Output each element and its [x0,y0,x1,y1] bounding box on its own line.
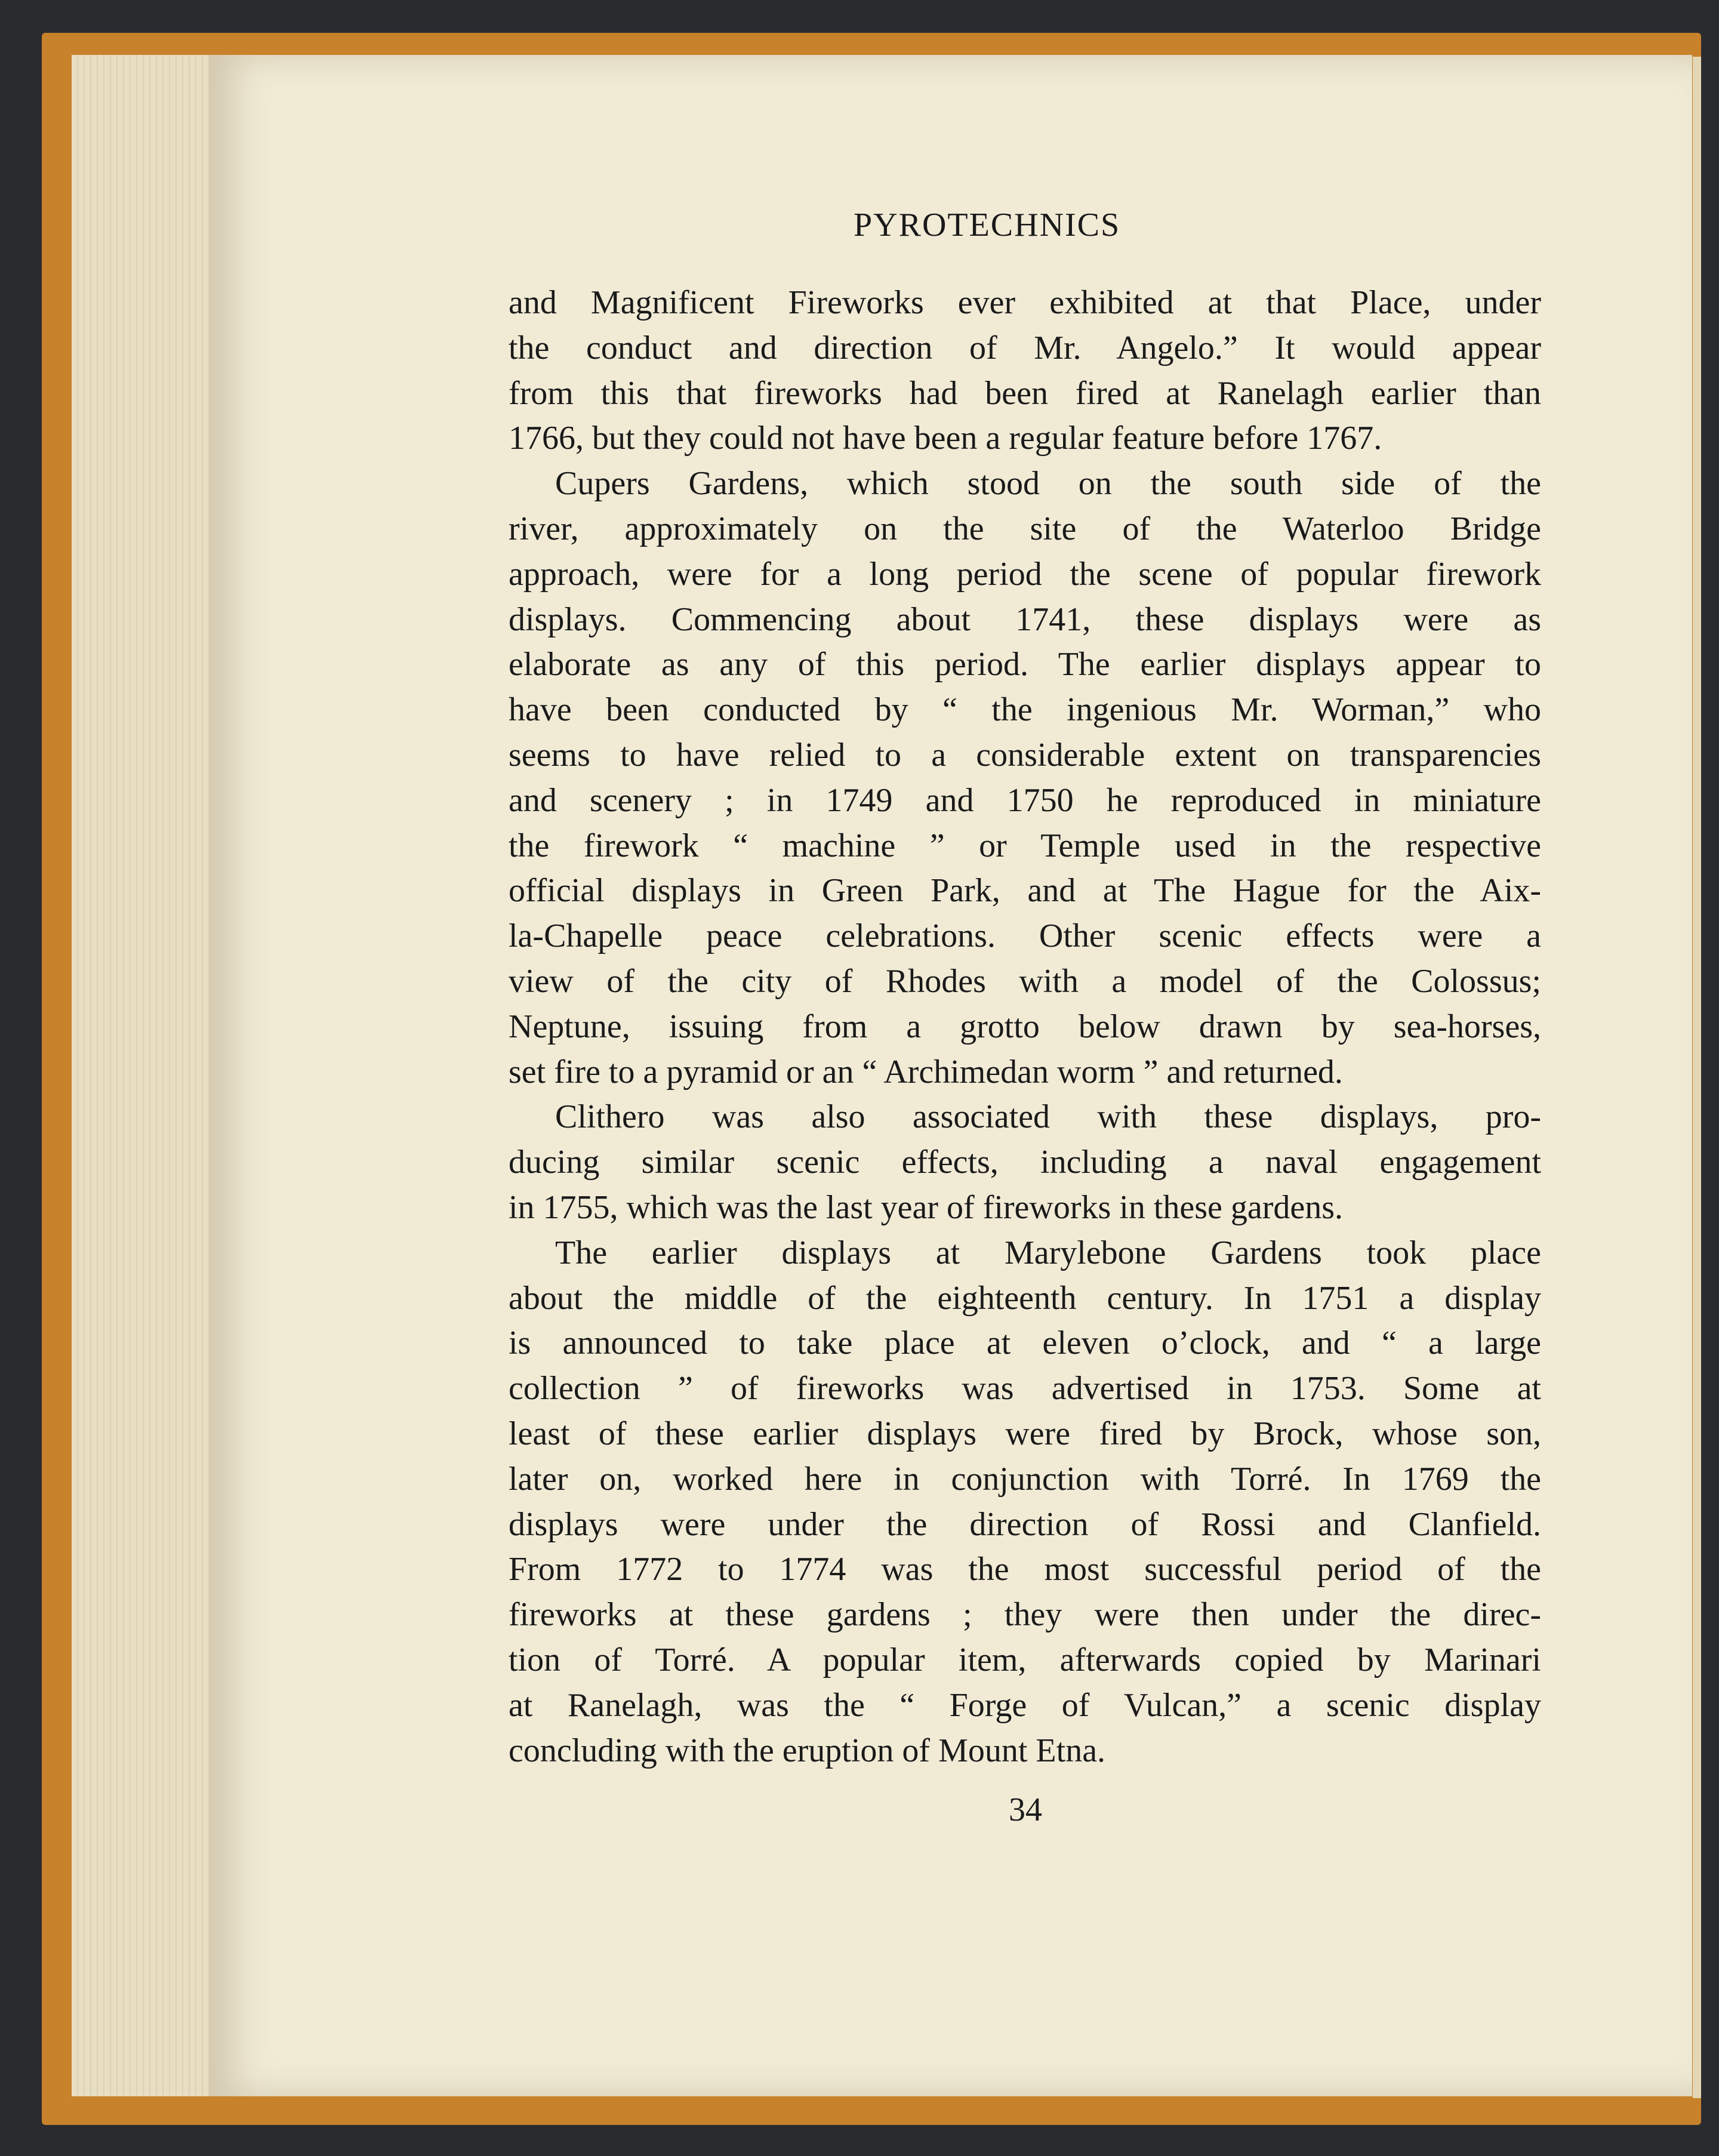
page-edges [72,55,227,2096]
text-line: have been conducted by “ the ingenious Mr. Worman,” who [509,691,1541,729]
text-line: and Magnificent Fireworks ever exhibited at that Place, under [509,284,1541,321]
text-line: is announced to take place at eleven o’clock, and “ a large [509,1325,1541,1362]
text-line: fireworks at these gardens ; they were then under the direc- [509,1596,1541,1634]
text-line: Neptune, issuing from a grotto below drawn by sea-horses, [509,1008,1541,1045]
page-number: 34 [1009,1791,1042,1828]
text-line: approach, were for a long period the scene of popular firework [509,555,1541,593]
paragraph [509,1231,1541,1774]
text-line: 1766, but they could not have been a regular feature before 1767. [509,420,1382,457]
body-text [509,281,1541,1773]
text-line: displays were under the direction of Rossi and Clanfield. [509,1505,1541,1543]
text-line: tion of Torré. A popular item, afterwards copied by Marinari [509,1641,1541,1678]
text-line: about the middle of the eighteenth century. In 1751 a display [509,1279,1541,1317]
text-line: set fire to a pyramid or an “ Archimedan worm ” and returned. [509,1053,1343,1091]
text-line: concluding with the eruption of Mount Etna. [509,1732,1106,1769]
text-line: at Ranelagh, was the “ Forge of Vulcan,” a scenic display [509,1686,1541,1724]
text-line: la-Chapelle peace celebrations. Other scenic effects were a [509,917,1541,955]
text-line: From 1772 to 1774 was the most successful period of the [509,1551,1541,1588]
text-line: collection ” of fireworks was advertised in 1753. Some at [509,1370,1541,1407]
paragraph [509,281,1541,461]
text-line: Clithero was also associated with these displays, pro- [555,1098,1541,1136]
paragraph [509,1095,1541,1230]
paragraph [509,461,1541,1095]
text-line: elaborate as any of this period. The earlier displays appear to [509,646,1541,683]
running-title: PYROTECHNICS [854,207,1121,244]
text-line: displays. Commencing about 1741, these displays were as [509,600,1541,638]
text-line: view of the city of Rhodes with a model of the Colossus; [509,962,1541,1000]
text-line: river, approximately on the site of the Waterloo Bridge [509,510,1541,547]
text-line: later on, worked here in conjunction with Torré. In 1769 the [509,1460,1541,1498]
text-line: the firework “ machine ” or Temple used in the respective [509,827,1541,864]
text-line: seems to have relied to a considerable extent on transparencies [509,736,1541,774]
text-line: ducing similar scenic effects, including a naval engagement [509,1144,1541,1181]
text-line: and scenery ; in 1749 and 1750 he reproduced in miniature [509,781,1541,819]
text-line: in 1755, which was the last year of fireworks in these gardens. [509,1188,1344,1226]
text-line: from this that fireworks had been fired at Ranelagh earlier than [509,374,1541,412]
text-line: official displays in Green Park, and at The Hague for the Aix- [509,872,1541,910]
text-line: Cupers Gardens, which stood on the south side of the [555,465,1541,503]
text-line: The earlier displays at Marylebone Gardens took place [555,1234,1541,1271]
text-line: least of these earlier displays were fired by Brock, whose son, [509,1415,1541,1452]
cover-edge [1693,57,1701,2098]
text-line: the conduct and direction of Mr. Angelo.” It would appear [509,329,1541,366]
